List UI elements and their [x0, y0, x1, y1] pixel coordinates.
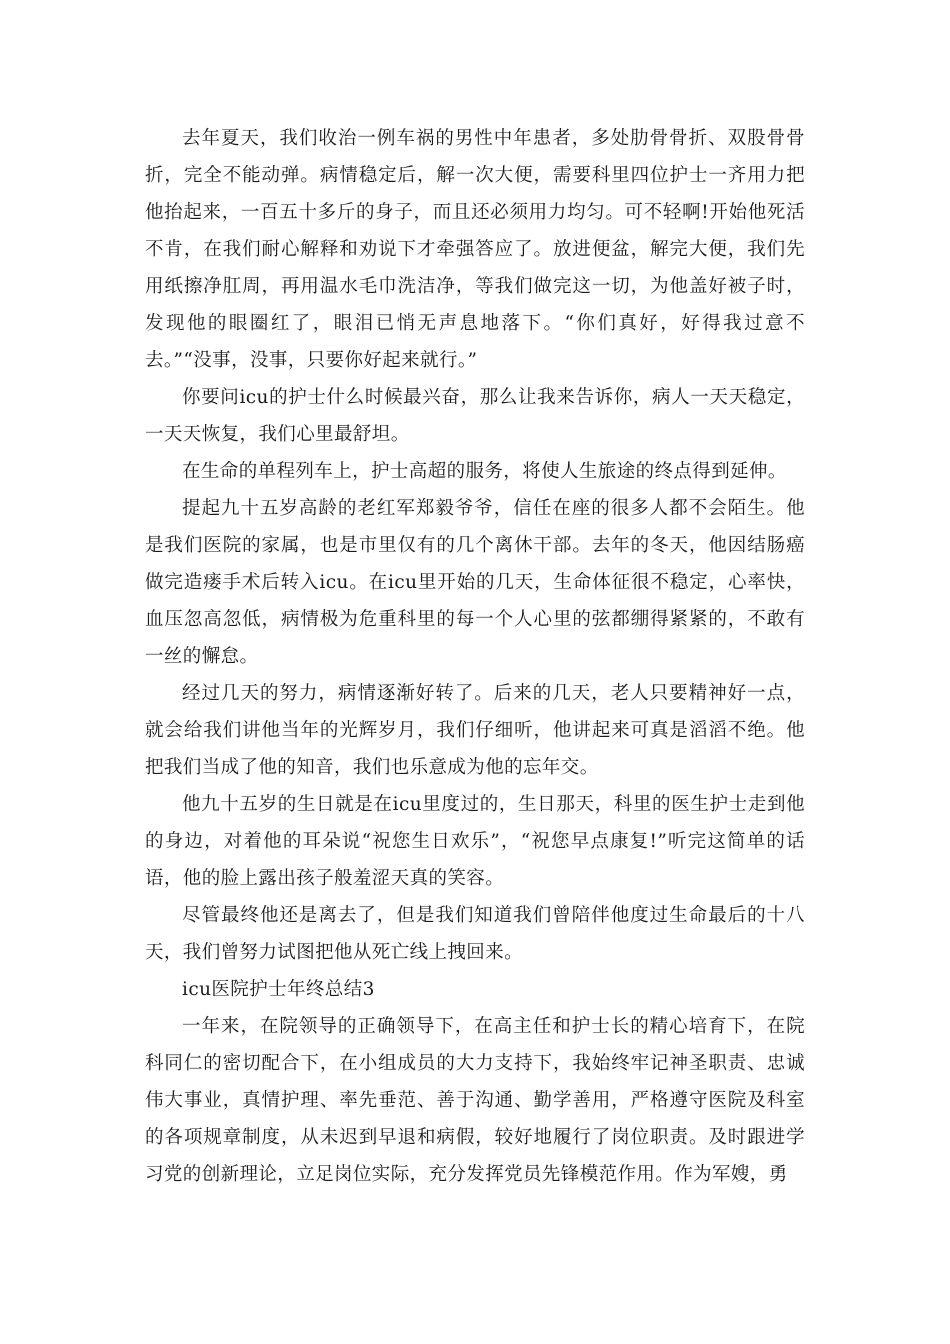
paragraph-icu-joy: 你要问icu的护士什么时候最兴奋，那么让我来告诉你，病人一天天稳定，一天天恢复，我们心里最舒坦。 — [145, 387, 805, 445]
section-heading: icu医院护士年终总结3 — [182, 979, 375, 1000]
paragraph-veteran: 提起九十五岁高龄的老红军郑毅爷爷，信任在座的很多人都不会陌生。他是我们医院的家属，也是市里仅有的几个离休干部。去年的冬天，他因结肠癌做完造瘘手术后转入icu。在icu里开始的几天，生命体征很不稳定，心率快，血压忽高忽低，病情极为危重科里的每一个人心里的弦都绷得紧紧的，不敢有一丝的懈怠。 — [145, 498, 805, 667]
paragraph-annual-summary: 一年来，在院领导的正确领导下，在高主任和护士长的精心培育下，在院科同仁的密切配合下，在小组成员的大力支持下，我始终牢记神圣职责、忠诚伟大事业，真情护理、率先垂范、善于沟通、勤学善用，严格遵守医院及科室的各项规章制度，从未迟到早退和病假，较好地履行了岗位职责。及时跟进学习党的创新理论，立足岗位实际，充分发挥党员先锋模范作用。作为军嫂，勇 — [145, 1016, 805, 1185]
document-page — [145, 120, 805, 1193]
paragraph-care-story: 去年夏天，我们收治一例车祸的男性中年患者，多处肋骨骨折、双股骨骨折，完全不能动弹。病情稳定后，解一次大便，需要科里四位护士一齐用力把他抬起来，一百五十多斤的身子，而且还必须用力均匀。可不轻啊!开始他死活不肯，在我们耐心解释和劝说下才牵强答应了。放进便盆，解完大便，我们先用纸擦净肛周，再用温水毛巾洗洁净，等我们做完这一切，为他盖好被子时，发现他的眼圈红了，眼泪已悄无声息地落下。“你们真好，好得我过意不去。”“没事，没事，只要你好起来就行。” — [145, 128, 805, 371]
paragraph-life-train: 在生命的单程列车上，护士高超的服务，将使人生旅途的终点得到延伸。 — [182, 461, 787, 482]
paragraph-recovery: 经过几天的努力，病情逐渐好转了。后来的几天，老人只要精神好一点，就会给我们讲他当年的光辉岁月，我们仔细听，他讲起来可真是滔滔不绝。他把我们当成了他的知音，我们也乐意成为他的忘年交。 — [145, 683, 805, 778]
paragraph-farewell: 尽管最终他还是离去了，但是我们知道我们曾陪伴他度过生命最后的十八天，我们曾努力试图把他从死亡线上拽回来。 — [145, 905, 805, 963]
paragraph-birthday: 他九十五岁的生日就是在icu里度过的，生日那天，科里的医生护士走到他的身边，对着他的耳朵说“祝您生日欢乐”，“祝您早点康复!”听完这简单的话语，他的脸上露出孩子般羞涩天真的笑容。 — [145, 794, 805, 889]
